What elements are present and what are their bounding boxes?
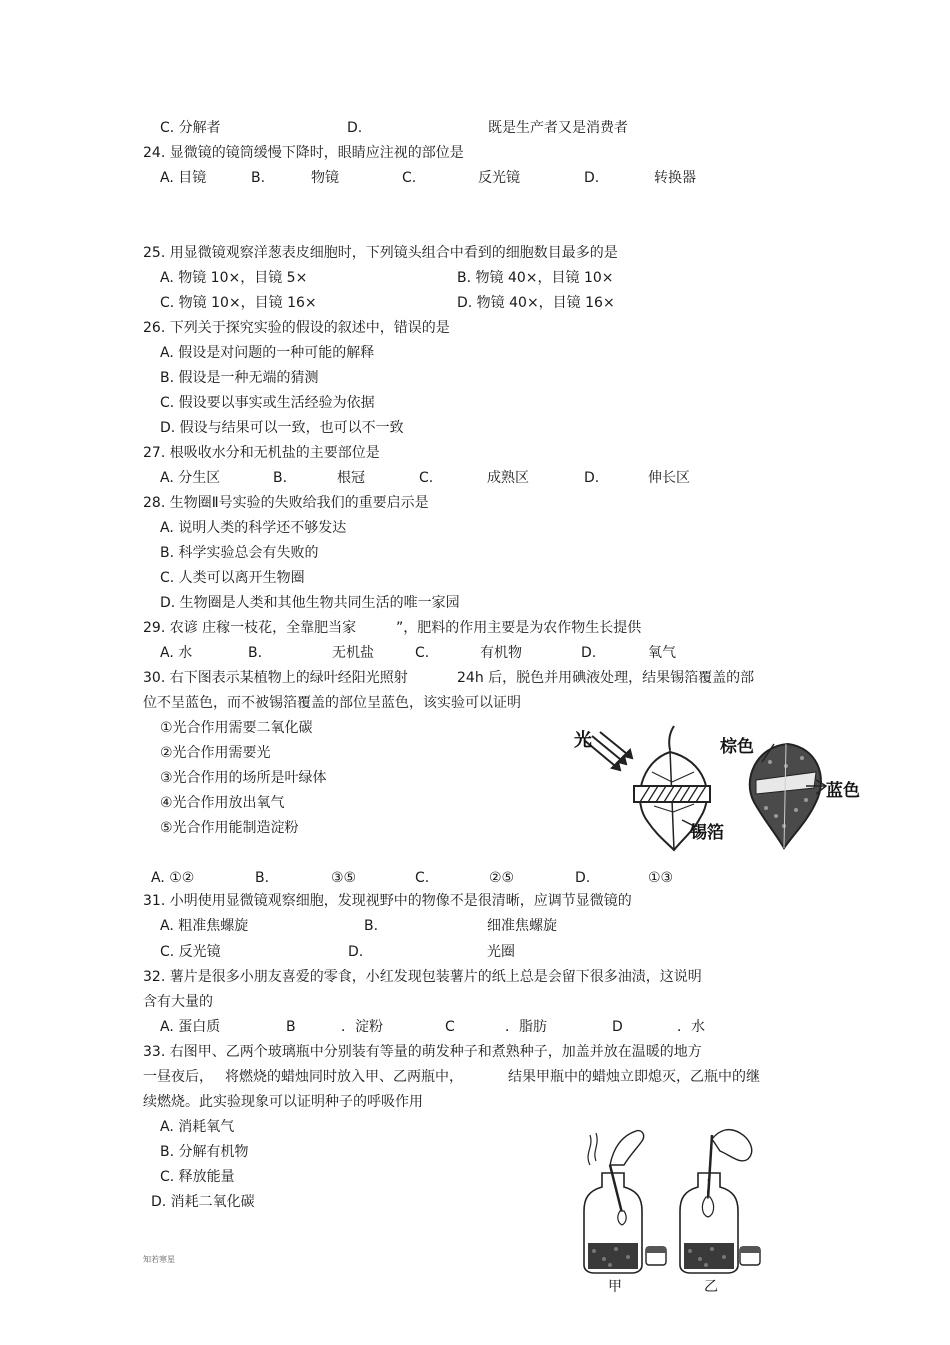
q28-option-c: C. 人类可以离开生物圈 xyxy=(160,570,305,586)
q30-statement-2: ②光合作用需要光 xyxy=(160,745,271,761)
q27-option-d-text: 伸长区 xyxy=(648,470,690,486)
q33-option-b: B. 分解有机物 xyxy=(160,1144,249,1160)
q29-option-c-label: C. xyxy=(415,645,430,661)
q27-stem: 27. 根吸收水分和无机盐的主要部位是 xyxy=(143,445,380,461)
candle-flame-icon xyxy=(702,1197,713,1217)
q27-option-c-text: 成熟区 xyxy=(487,470,529,486)
q24-option-b-label: B. xyxy=(251,170,266,186)
q25-stem: 25. 用显微镜观察洋葱表皮细胞时，下列镜头组合中看到的细胞数目最多的是 xyxy=(143,245,618,261)
hand-yi xyxy=(712,1130,752,1161)
q30-option-d-text: ①③ xyxy=(648,870,674,886)
q33-option-d: D. 消耗二氧化碳 xyxy=(151,1194,255,1210)
q31-option-c: C. 反光镜 xyxy=(160,944,221,960)
q30-option-a: A. ①② xyxy=(151,870,195,886)
q30-stem-line1b: 24h 后，脱色并用碘液处理，结果锡箔覆盖的部 xyxy=(457,670,755,686)
q26-option-d: D. 假设与结果可以一致，也可以不一致 xyxy=(160,420,404,436)
q32-stem-line2: 含有大量的 xyxy=(143,994,213,1010)
q30-statement-5: ⑤光合作用能制造淀粉 xyxy=(160,820,299,836)
q29-option-c-text: 有机物 xyxy=(480,645,522,661)
q24-option-a: A. 目镜 xyxy=(160,170,207,186)
q31-option-b-label: B. xyxy=(364,918,379,934)
jar-label-jia: 甲 xyxy=(608,1279,622,1295)
q24-stem: 24. 显微镜的镜筒缓慢下降时，眼睛应注视的部位是 xyxy=(143,145,464,161)
page-footer: 知若寒星 xyxy=(143,1255,175,1264)
q31-option-d-text: 光圈 xyxy=(487,944,515,960)
q30-option-c-text: ②⑤ xyxy=(489,870,515,886)
q25-option-d: D. 物镜 40×，目镜 16× xyxy=(457,295,615,311)
q24-option-d-text: 转换器 xyxy=(654,170,696,186)
seeds-yi xyxy=(684,1243,734,1269)
fig-label-light: 光 xyxy=(574,730,592,751)
q30-option-d-label: D. xyxy=(575,870,591,886)
fig-label-foil: 锡箔 xyxy=(690,823,724,843)
q27-option-a: A. 分生区 xyxy=(160,470,221,486)
q31-option-b-text: 细准焦螺旋 xyxy=(487,918,557,934)
fig-label-brown: 棕色 xyxy=(720,737,754,757)
q33-stem-line2b: 将燃烧的蜡烛同时放入甲、乙两瓶中， xyxy=(225,1069,463,1085)
q31-stem: 31. 小明使用显微镜观察细胞，发现视野中的物像不是很清晰，应调节显微镜的 xyxy=(143,893,632,909)
q29-stem-part2: ”，肥料的作用主要是为农作物生长提供 xyxy=(396,620,642,636)
q28-option-a: A. 说明人类的科学还不够发达 xyxy=(160,520,347,536)
q29-option-d-text: 氧气 xyxy=(648,645,676,661)
leaf-experiment-figure xyxy=(570,722,870,854)
q30-option-b-text: ③⑤ xyxy=(331,870,357,886)
q32-option-d-label: D xyxy=(612,1019,623,1035)
q32-option-b-text: ．淀粉 xyxy=(341,1019,383,1035)
q26-option-a: A. 假设是对问题的一种可能的解释 xyxy=(160,345,375,361)
q28-option-d: D. 生物圈是人类和其他生物共同生活的唯一家园 xyxy=(160,595,460,611)
q30-statement-3: ③光合作用的场所是叶绿体 xyxy=(160,770,327,786)
q33-option-c: C. 释放能量 xyxy=(160,1169,235,1185)
jar-label-yi: 乙 xyxy=(704,1279,718,1295)
q26-stem: 26. 下列关于探究实验的假设的叙述中，错误的是 xyxy=(143,320,450,336)
q24-option-b-text: 物镜 xyxy=(311,170,339,186)
q29-option-b-text: 无机盐 xyxy=(332,645,374,661)
q27-option-b-text: 根冠 xyxy=(337,470,365,486)
q25-option-b: B. 物镜 40×，目镜 10× xyxy=(457,270,614,286)
q27-option-d-label: D. xyxy=(584,470,600,486)
q33-stem-line2c: 结果甲瓶中的蜡烛立即熄灭，乙瓶中的继 xyxy=(508,1069,760,1085)
q30-option-c-label: C. xyxy=(415,870,430,886)
q25-option-a: A. 物镜 10×，目镜 5× xyxy=(160,270,308,286)
smoke-icon xyxy=(588,1133,597,1165)
q32-option-a: A. 蛋白质 xyxy=(160,1019,221,1035)
q26-option-c: C. 假设要以事实或生活经验为依据 xyxy=(160,395,375,411)
q28-stem: 28. 生物圈Ⅱ号实验的失败给我们的重要启示是 xyxy=(143,495,429,511)
q23-option-d-label: D. xyxy=(347,120,363,136)
q30-stem-line1a: 30. 右下图表示某植物上的绿叶经阳光照射 xyxy=(143,670,408,686)
q33-option-a: A. 消耗氧气 xyxy=(160,1119,235,1135)
q31-option-a: A. 粗准焦螺旋 xyxy=(160,918,249,934)
q30-option-b-label: B. xyxy=(255,870,270,886)
q24-option-c-text: 反光镜 xyxy=(478,170,520,186)
q24-option-c-label: C. xyxy=(402,170,417,186)
q28-option-b: B. 科学实验总会有失败的 xyxy=(160,545,319,561)
q33-stem-line1: 33. 右图甲、乙两个玻璃瓶中分别装有等量的萌发种子和煮熟种子，加盖并放在温暖的地方 xyxy=(143,1044,702,1060)
q30-statement-4: ④光合作用放出氧气 xyxy=(160,795,285,811)
q29-option-b-label: B. xyxy=(248,645,263,661)
q25-option-c: C. 物镜 10×，目镜 16× xyxy=(160,295,317,311)
q27-option-b-label: B. xyxy=(273,470,288,486)
q23-option-d-text: 既是生产者又是消费者 xyxy=(488,120,628,136)
q32-stem-line1: 32. 薯片是很多小朋友喜爱的零食，小红发现包装薯片的纸上总是会留下很多油渍，这说明 xyxy=(143,969,702,985)
q32-option-c-label: C xyxy=(445,1019,455,1035)
q24-option-d-label: D. xyxy=(584,170,600,186)
q32-option-d-text: ．水 xyxy=(677,1019,705,1035)
q30-statement-1: ①光合作用需要二氧化碳 xyxy=(160,720,313,736)
hand-jia xyxy=(610,1131,644,1165)
q33-stem-line2a: 一昼夜后， xyxy=(143,1069,213,1085)
seeds-jia xyxy=(588,1243,638,1269)
q29-option-d-label: D. xyxy=(581,645,597,661)
q31-option-d-label: D. xyxy=(348,944,364,960)
seed-jars-figure xyxy=(580,1125,780,1297)
q27-option-c-label: C. xyxy=(419,470,434,486)
q32-option-b-label: B xyxy=(286,1019,296,1035)
q32-option-c-text: ．脂肪 xyxy=(505,1019,547,1035)
fig-label-blue: 蓝色 xyxy=(826,781,860,801)
q33-stem-line3: 续燃烧。此实验现象可以证明种子的呼吸作用 xyxy=(143,1094,423,1110)
q26-option-b: B. 假设是一种无端的猜测 xyxy=(160,370,319,386)
q23-option-c: C. 分解者 xyxy=(160,120,221,136)
q29-option-a: A. 水 xyxy=(160,645,193,661)
q30-stem-line2: 位不呈蓝色，而不被锡箔覆盖的部位呈蓝色，该实验可以证明 xyxy=(143,695,521,711)
q29-stem-part1: 29. 农谚 庄稼一枝花，全靠肥当家 xyxy=(143,620,357,636)
